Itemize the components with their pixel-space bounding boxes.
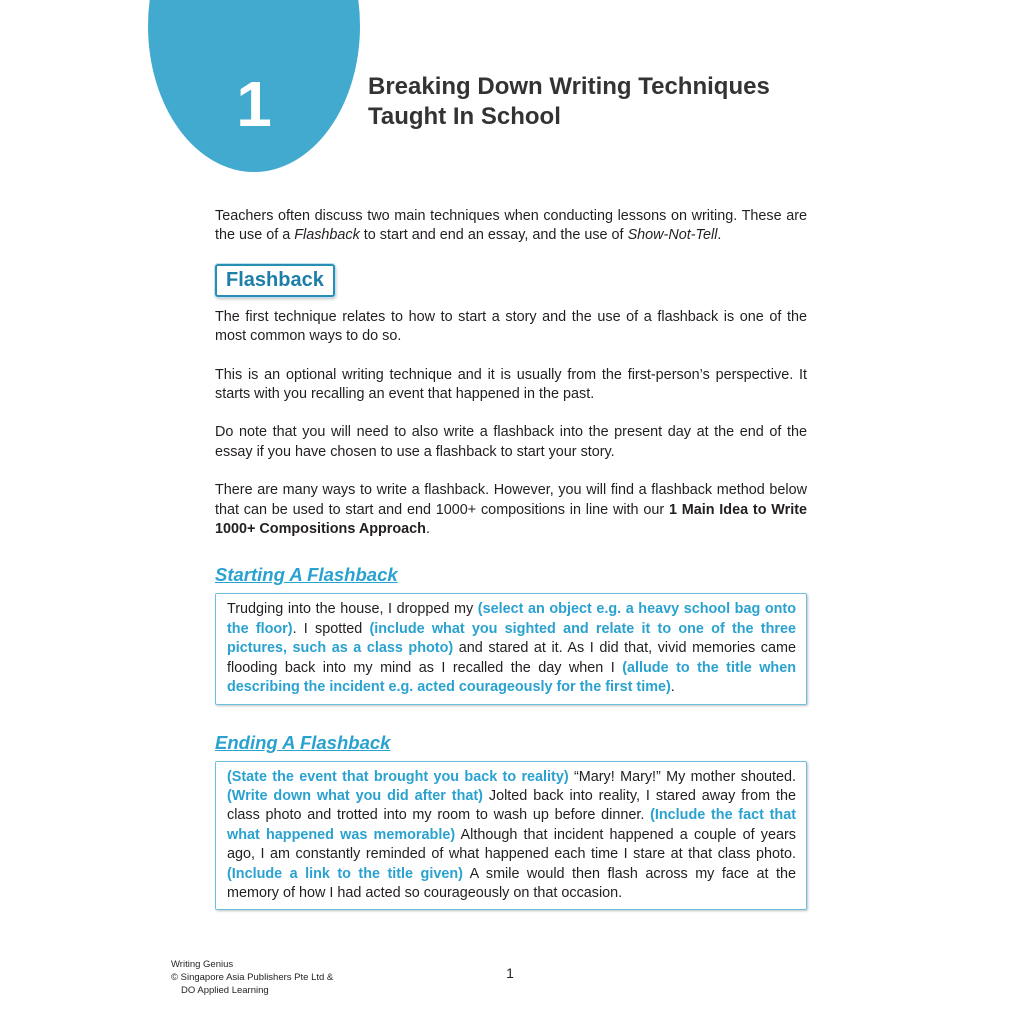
footer-book-title: Writing Genius [171,959,234,970]
intro-text: . [717,227,722,244]
ending-flashback-box [215,761,807,911]
starting-flashback-box [215,593,807,704]
intro-text: Teachers often discuss two main techniques when conducting lessons on writing. These are the use of a [215,208,807,244]
example-text: . I spotted [292,620,370,637]
body-paragraph: Do note that you will need to also write a flashback into the present day at the end of the essay if you have chosen to use a flashback to start your story. [215,424,807,460]
intro-paragraph [215,207,807,246]
body-paragraph: The first technique relates to how to start a story and the use of a flashback is one of the most common ways to do so. [215,308,807,345]
ending-flashback-text [227,768,796,904]
example-prompt: (Include a link to the title given) [227,865,463,882]
example-prompt: (State the event that brought you back to reality) [227,768,569,785]
intro-italic-show-not-tell: Show-Not-Tell [627,227,718,244]
example-prompt: (Include the fact that what happened was memorable) [227,807,796,843]
page-content [215,207,807,910]
example-prompt: (allude to the title when describing the incident e.g. acted courageously for the first time) [227,659,797,696]
example-text: Trudging into the house, I dropped my [227,601,478,618]
flashback-heading: Flashback [215,264,335,297]
starting-flashback-text [227,600,796,697]
method-text: . [425,521,430,538]
ending-flashback-heading: Ending A Flashback [215,731,391,753]
example-prompt: (Write down what you did after that) [227,787,483,804]
intro-text: to start and end an essay, and the use of [359,227,628,244]
example-text: A smile would then flash across my face at the memory of how I had acted so courageously on that occasion. [227,865,796,901]
example-text: “Mary! Mary!” My mother shouted. [568,768,796,785]
body-paragraph: This is an optional writing technique and it is usually from the first-person’s perspective. It starts with you recalling an event that happened in the past. [215,366,807,403]
page-number: 1 [506,965,514,981]
footer-publisher: © Singapore Asia Publishers Pte Ltd & [171,972,334,983]
method-bold-text: 1 Main Idea to Write 1000+ Compositions Approach [215,501,807,538]
example-text: Although that incident happened a couple of years ago, I am constantly reminded of what happened each time I stare at that class photo. [227,826,796,863]
chapter-title-line2: Taught In School [368,103,561,130]
chapter-title [368,72,828,132]
starting-flashback-heading: Starting A Flashback [215,564,398,586]
chapter-number: 1 [236,68,272,140]
footer-credits [171,958,333,997]
example-prompt: (include what you sighted and relate it to one of the three pictures, such as a class photo) [227,620,796,657]
example-prompt: (select an object e.g. a heavy school bag onto the floor) [227,601,796,637]
chapter-title-line1: Breaking Down Writing Techniques [368,73,770,100]
method-text: There are many ways to write a flashback. However, you will find a flashback method below that can be used to start and end 1000+ compositions in line with our [215,482,807,518]
intro-italic-flashback: Flashback [294,227,360,244]
method-paragraph [215,481,807,539]
example-text: . [670,679,675,696]
example-text: Jolted back into reality, I stared away from the class photo and trotted into my room to wash up before dinner. [227,787,796,824]
example-text: and stared at it. As I did that, vivid memories came flooding back into my mind as I recalled the day when I [227,640,796,676]
footer-copublisher: DO Applied Learning [181,985,269,996]
